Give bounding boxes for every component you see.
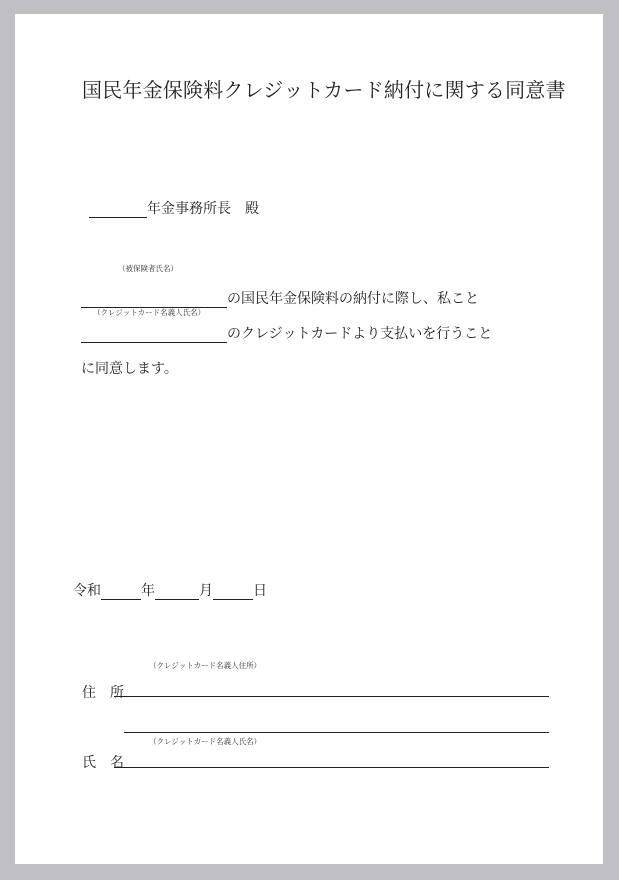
era-label: 令和 — [73, 583, 101, 599]
pension-office-blank[interactable] — [89, 201, 147, 218]
consent-line-2 — [81, 323, 492, 343]
document-title: 国民年金保険料クレジットカード納付に関する同意書 — [82, 78, 566, 102]
document-page — [15, 14, 603, 864]
insured-name-caption: （被保険者氏名） — [118, 264, 178, 273]
day-blank[interactable] — [213, 583, 253, 600]
insured-name-blank[interactable] — [81, 291, 227, 308]
day-label: 日 — [253, 583, 267, 599]
cardholder-name-blank[interactable] — [81, 326, 227, 343]
name-caption: （クレジットカード名義人氏名） — [149, 737, 262, 746]
addressee-line — [89, 198, 259, 218]
name-label: 氏 名 — [82, 755, 124, 771]
address-field[interactable] — [114, 696, 549, 697]
year-label: 年 — [141, 583, 155, 599]
address-field-second-line[interactable] — [124, 732, 549, 733]
month-label: 月 — [199, 583, 213, 599]
year-blank[interactable] — [101, 583, 141, 600]
addressee-suffix: 年金事務所長 殿 — [147, 201, 259, 217]
date-line — [73, 580, 267, 600]
cardholder-name-caption: （クレジットカード名義人氏名） — [93, 308, 206, 317]
consent-line-2-text: のクレジットカードより支払いを行うこと — [227, 326, 493, 342]
consent-line-3: に同意します。 — [81, 361, 178, 377]
address-caption: （クレジットカード名義人住所） — [149, 661, 262, 670]
consent-line-1 — [81, 288, 479, 308]
name-field[interactable] — [114, 767, 549, 768]
consent-line-1-text: の国民年金保険料の納付に際し、私こと — [227, 291, 479, 307]
address-label: 住 所 — [82, 685, 124, 701]
month-blank[interactable] — [155, 583, 199, 600]
